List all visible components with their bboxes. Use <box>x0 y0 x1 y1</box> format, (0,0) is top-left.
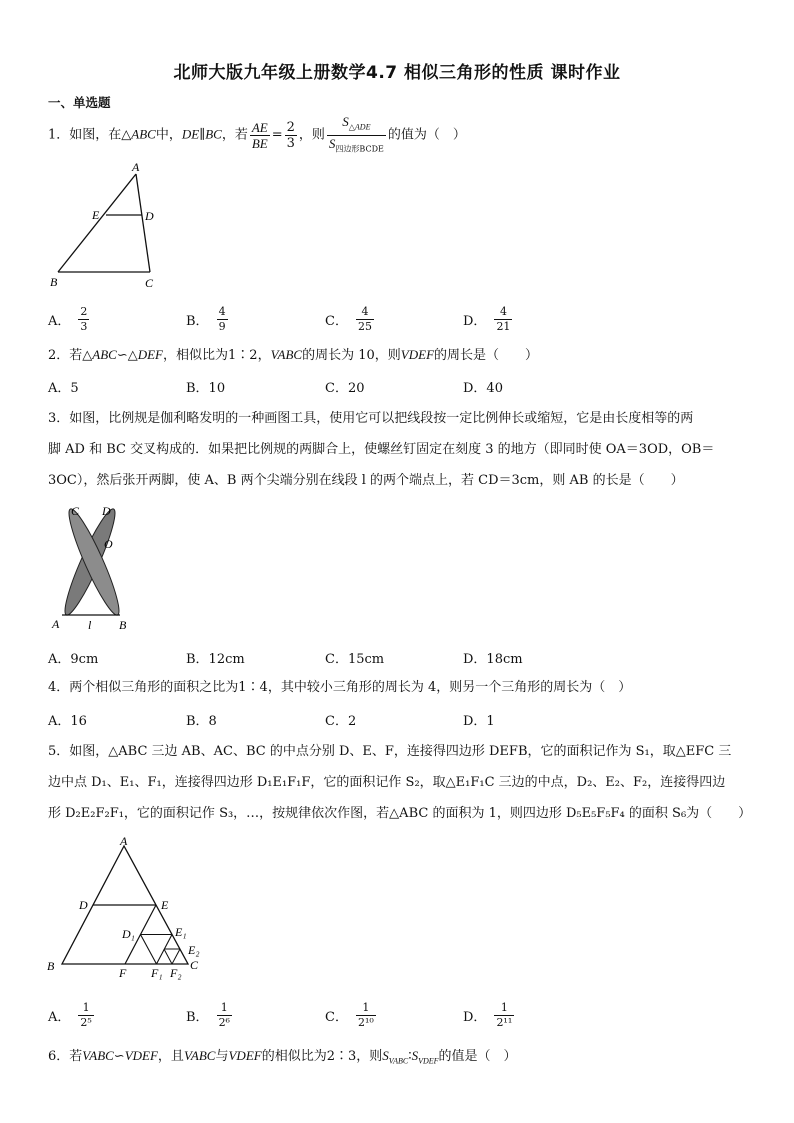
q1-options <box>48 304 748 334</box>
q5-label-a: A <box>120 834 128 848</box>
q1-option-c[interactable] <box>325 304 376 334</box>
q4-text-b: ，其中较小三角形的周长为 4，则另一个三角形的周长为（ ） <box>267 680 632 695</box>
q1-value-denominator: 3 <box>286 135 295 151</box>
q5-option-b[interactable] <box>186 1000 234 1030</box>
q2-options <box>48 371 748 401</box>
q1-mid2: ，若 <box>221 127 248 143</box>
question-4-stem <box>48 673 748 703</box>
q5-option-d[interactable] <box>463 1000 516 1030</box>
q5-option-b-num: 1 <box>217 1001 232 1016</box>
q1-label-b: B <box>50 275 58 289</box>
q1-eq: = <box>271 127 283 143</box>
q1-parallel: DE∥BC <box>181 126 222 142</box>
q4-option-d[interactable]: D．1 <box>463 713 495 729</box>
q5-option-c-label: C． <box>325 1009 348 1025</box>
q1-label-a: A <box>132 160 140 174</box>
q5-option-d-den: 2¹¹ <box>496 1015 513 1029</box>
q5-option-c-den: 2¹⁰ <box>357 1015 374 1029</box>
q1-ratio-numerator: AE <box>251 119 268 135</box>
q5-label-f1: F₁ <box>151 966 163 980</box>
q2-triangle-2: VDEF <box>400 347 435 362</box>
q1-option-d-den: 21 <box>496 319 511 333</box>
q1-area-num-sub: △ADE <box>348 122 371 132</box>
q1-triangle: △ABC <box>121 126 156 142</box>
q2-option-c[interactable]: C．20 <box>325 380 365 396</box>
q5-line-1: 5．如图，△ABC 三边 AB、AC、BC 的中点分别 D、E、F，连接得四边形 DEFB，它的面积记作为 S₁，取△EFC 三 <box>48 744 732 759</box>
q4-options <box>48 704 748 734</box>
q5-label-c: C <box>190 958 199 972</box>
q5-option-b-den: 2⁶ <box>218 1015 230 1029</box>
q5-label-e2: E₂ <box>188 943 200 957</box>
q6-area-s1: S <box>382 1048 389 1063</box>
q5-segment-d1f1-ref <box>141 935 157 965</box>
q6-ratio: 2∶3 <box>326 1049 357 1064</box>
q1-value-numerator: 2 <box>286 119 295 135</box>
q3-label-b: B <box>119 618 127 632</box>
q6-area-s2: S <box>411 1048 419 1063</box>
q1-area-num-s: S <box>342 114 349 129</box>
q1-prefix: 1．如图，在 <box>48 127 122 143</box>
q4-ratio: 1∶4 <box>238 680 268 695</box>
q5-line-2: 边中点 D₁、E₁、F₁，连接得四边形 D₁E₁F₁F，它的面积记作 S₂，取△E₁F₁C 三边的中点，D₂、E₂、F₂，连接得四边 <box>48 775 726 790</box>
q1-option-d-num: 4 <box>494 305 512 320</box>
q6-triangle-1: VABC <box>183 1048 216 1063</box>
q1-option-d[interactable] <box>463 304 514 334</box>
q5-option-a-num: 1 <box>78 1001 93 1016</box>
q2-text-e: 的周长是（ ） <box>434 348 539 363</box>
q6-area-s2-sub: VDEF <box>418 1056 439 1066</box>
q5-option-b-label: B． <box>186 1009 209 1025</box>
q1-mid1: 中， <box>155 127 182 143</box>
q3-option-c[interactable]: C．15cm <box>325 651 385 667</box>
q5-label-d: D <box>79 898 88 912</box>
q3-option-a[interactable]: A．9cm <box>48 651 99 667</box>
q3-label-o: O <box>104 537 113 551</box>
q5-label-b: B <box>47 959 55 973</box>
q2-ratio: 1∶2 <box>228 348 258 363</box>
q2-option-b[interactable]: B．10 <box>186 380 226 396</box>
q1-option-a[interactable] <box>48 304 91 334</box>
q1-label-e: E <box>92 208 100 222</box>
q1-area-fraction <box>327 114 386 156</box>
q1-option-a-num: 2 <box>80 304 88 318</box>
q1-option-a-den: 3 <box>80 319 88 333</box>
q3-label-c: C <box>71 504 80 518</box>
q3-label-d: D <box>102 504 111 518</box>
q5-segment-e2f2 <box>172 949 180 964</box>
q1-area-den-s: S <box>328 135 336 151</box>
q6-colon: ∶ <box>408 1049 412 1064</box>
q5-label-d1: D₁ <box>122 927 135 941</box>
q1-option-b-num: 4 <box>218 304 226 318</box>
q3-proportional-compass-figure <box>44 500 144 640</box>
question-6-stem <box>48 1041 748 1077</box>
q2-triangle-1: VABC <box>270 347 303 362</box>
q1-option-c-num: 4 <box>356 305 374 320</box>
q1-side-ab <box>58 174 136 272</box>
page-title: 北师大版九年级上册数学4.7 相似三角形的性质 课时作业 <box>173 63 621 83</box>
q1-option-b-den: 9 <box>218 319 226 333</box>
q6-area-s1-sub: VABC <box>388 1056 409 1066</box>
q6-text-b: ，且 <box>157 1049 184 1064</box>
q5-nested-triangles-figure <box>42 834 212 984</box>
q1-value-fraction <box>285 120 297 151</box>
q3-line-2: 脚 AD 和 BC 交叉构成的．如果把比例规的两脚合上，使螺丝钉固定在刻度 3 的地方（即同时使 OA＝3OD，OB＝ <box>48 442 715 457</box>
q1-option-d-label: D． <box>463 313 487 329</box>
q1-label-c: C <box>145 276 154 290</box>
q3-line-3: 3OC），然后张开两脚，使 A、B 两个尖端分别在线段 l 的两个端点上，若 CD＝3cm，则 AB 的长是（ ） <box>48 473 684 488</box>
q3-option-d[interactable]: D．18cm <box>463 651 523 667</box>
q1-area-den-sub: 四边形BCDE <box>335 144 384 154</box>
q3-options <box>48 642 748 672</box>
q4-text-a: 4．两个相似三角形的面积之比为 <box>48 680 239 695</box>
q5-options <box>48 1000 748 1030</box>
q5-option-c[interactable] <box>325 1000 378 1030</box>
q2-option-d[interactable]: D．40 <box>463 380 503 396</box>
q5-option-a-label: A． <box>48 1009 71 1025</box>
q5-option-d-num: 1 <box>494 1001 514 1016</box>
q2-text-c: ， <box>257 348 271 363</box>
q5-option-a-den: 2⁵ <box>80 1015 92 1029</box>
q5-label-e1: E₁ <box>175 925 187 939</box>
q1-ratio-denominator: BE <box>251 135 268 151</box>
q3-option-b[interactable]: B．12cm <box>186 651 245 667</box>
q2-text-b: ，相似比为 <box>163 348 229 363</box>
q6-text-a: 6．若 <box>48 1049 83 1064</box>
q4-option-c[interactable]: C．2 <box>325 713 357 729</box>
q1-option-b-label: B． <box>186 313 209 329</box>
q1-option-c-label: C． <box>325 313 348 329</box>
q1-suffix: 的值为（ ） <box>387 127 466 143</box>
q5-segment-d2f2 <box>164 949 172 964</box>
question-3-stem <box>48 403 748 496</box>
q3-label-a: A <box>52 617 60 631</box>
q6-triangle-2: VDEF <box>228 1048 262 1063</box>
q1-option-b[interactable] <box>186 304 230 334</box>
q6-text-e: ，则 <box>356 1049 383 1064</box>
q1-option-a-label: A． <box>48 313 71 329</box>
q5-line-3: 形 D₂E₂F₂F₁，它的面积记作 S₃，…，按规律依次作图，若△ABC 的面积为 1，则四边形 D₅E₅F₅F₄ 的面积 S₆为（ ） <box>48 806 752 821</box>
q6-text-c: 与 <box>215 1049 229 1064</box>
q2-option-a[interactable]: A．5 <box>48 380 79 396</box>
q6-similarity: VABC∽VDEF <box>82 1048 158 1063</box>
question-2-stem <box>48 340 748 371</box>
q2-similarity: △ABC∽△DEF <box>82 347 163 362</box>
question-5-stem <box>48 736 752 829</box>
q2-text-a: 2．若 <box>48 348 83 363</box>
q1-option-c-den: 25 <box>357 319 372 333</box>
q5-option-a[interactable] <box>48 1000 96 1030</box>
q1-mid3: ，则 <box>298 127 325 143</box>
q5-option-d-label: D． <box>463 1009 487 1025</box>
q5-label-f: F <box>119 966 127 980</box>
q1-label-d: D <box>145 209 154 223</box>
q5-label-f2: F₂ <box>170 966 182 980</box>
q6-text-d: 的相似比为 <box>261 1049 327 1064</box>
q4-option-b[interactable]: B．8 <box>186 713 217 729</box>
q1-ratio-fraction <box>250 120 270 151</box>
q3-label-l: l <box>88 618 92 632</box>
q5-label-e: E <box>161 898 169 912</box>
question-1-stem <box>48 114 748 156</box>
q5-option-c-num: 1 <box>356 1001 376 1016</box>
q4-option-a[interactable]: A．16 <box>48 713 87 729</box>
q3-line-1: 3．如图，比例规是伽利略发明的一种画图工具，使用它可以把线段按一定比例伸长或缩短，它是由长度相等的两 <box>48 411 694 426</box>
q2-text-d: 的周长为 10，则 <box>302 348 401 363</box>
q1-side-ac <box>136 174 150 272</box>
q1-triangle-figure <box>44 158 174 292</box>
section-heading: 一、单选题 <box>48 95 111 110</box>
q6-text-f: 的值是（ ） <box>438 1049 517 1064</box>
